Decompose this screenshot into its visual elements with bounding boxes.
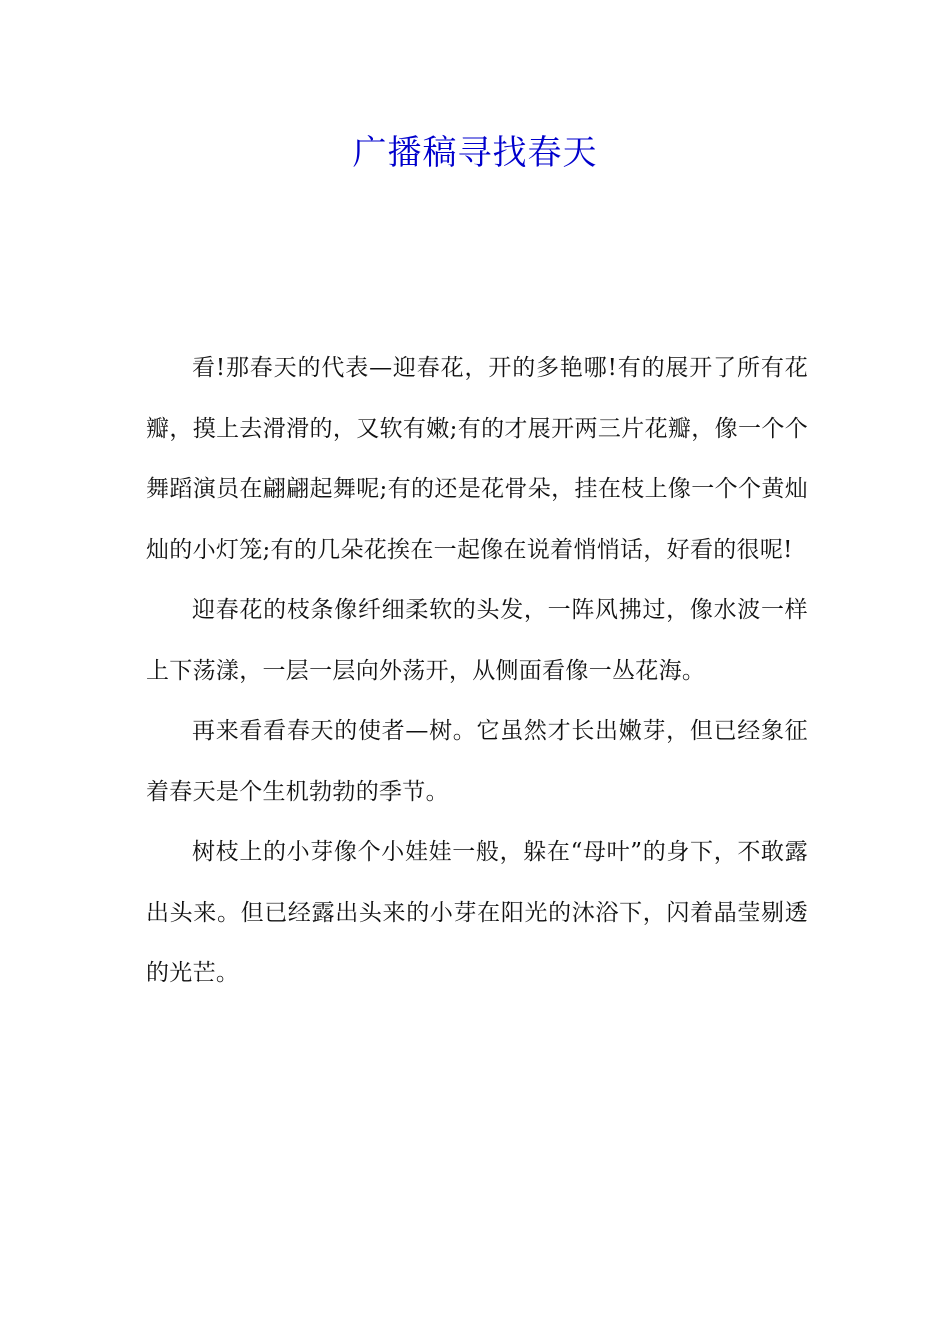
- paragraph-2: 迎春花的枝条像纤细柔软的头发，一阵风拂过，像水波一样上下荡漾，一层一层向外荡开，从侧面看像一丛花海。: [146, 597, 808, 684]
- paragraph-3: 再来看看春天的使者—树。它虽然才长出嫩芽，但已经象征着春天是个生机勃勃的季节。: [146, 718, 808, 805]
- paragraph-4: 树枝上的小芽像个小娃娃一般，躲在“母叶”的身下，不敢露出头来。但已经露出头来的小芽在阳光的沐浴下，闪着晶莹剔透的光芒。: [146, 839, 808, 986]
- document-body: [146, 338, 808, 1004]
- document-title: 广播稿寻找春天: [352, 133, 598, 173]
- paragraph-1: 看!那春天的代表—迎春花，开的多艳哪!有的展开了所有花瓣，摸上去滑滑的，又软有嫩;有的才展开两三片花瓣，像一个个舞蹈演员在翩翩起舞呢;有的还是花骨朵，挂在枝上像一个个黄灿灿的小灯笼;有的几朵花挨在一起像在说着悄悄话，好看的很呢!: [146, 355, 808, 563]
